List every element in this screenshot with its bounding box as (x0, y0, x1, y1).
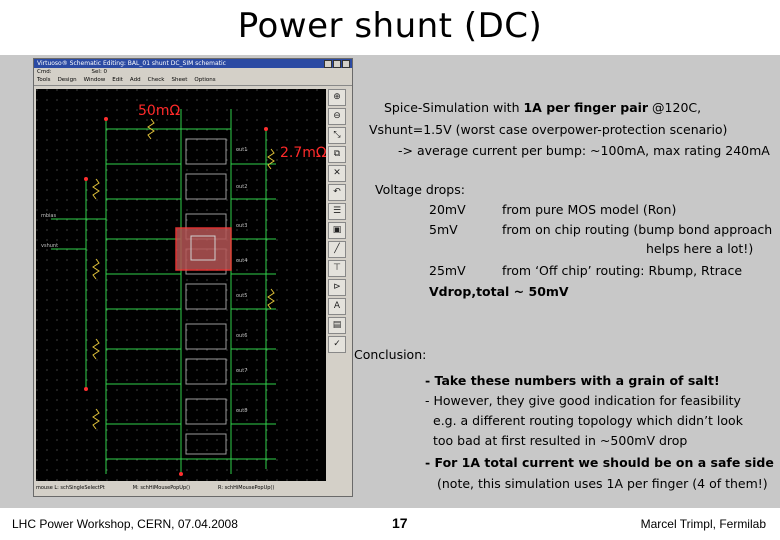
minimize-icon[interactable] (324, 60, 332, 68)
spice-line-1: Spice-Simulation with 1A per finger pair @120C, (384, 100, 702, 115)
footer-author: Marcel Trimpl, Fermilab (640, 517, 766, 531)
svg-text:out8: out8 (236, 408, 248, 414)
copy-icon[interactable]: ⧉ (328, 146, 346, 163)
vdrop-total: Vdrop,total ~ 50mV (429, 284, 569, 299)
annotation-50mohm: 50mΩ (138, 103, 181, 119)
delete-icon[interactable]: ✕ (328, 165, 346, 182)
conclusion-1: - Take these numbers with a grain of salt! (425, 373, 720, 388)
sel-label: Sel: 0 (91, 69, 108, 75)
footer (0, 508, 780, 540)
property-icon[interactable]: ☰ (328, 203, 346, 220)
spice-line-3: -> average current per bump: ~100mA, max rating 240mA (398, 143, 770, 158)
title-bar (0, 0, 780, 55)
page-number: 17 (392, 515, 408, 531)
svg-text:out4: out4 (236, 258, 248, 264)
zoom-in-icon[interactable]: ⊕ (328, 89, 346, 106)
drop-value-3: 25mV (429, 263, 466, 278)
drop-desc-2: from on chip routing (bump bond approach (502, 222, 773, 237)
menu-add[interactable]: Add (129, 77, 141, 83)
conclusion-4: too bad at first resulted in ~500mV drop (433, 433, 688, 448)
drop-desc-3: from ‘Off chip’ routing: Rbump, Rtrace (502, 263, 743, 278)
conclusion-2: - However, they give good indication for feasibility (425, 393, 741, 408)
menu-edit[interactable]: Edit (112, 77, 123, 83)
menu-sheet[interactable]: Sheet (171, 77, 188, 83)
conclusion-6: (note, this simulation uses 1A per finger (4 of them!) (437, 476, 768, 491)
close-icon[interactable] (342, 60, 350, 68)
editor-toolbar (328, 89, 348, 389)
svg-text:out7: out7 (236, 368, 248, 374)
menu-bar (34, 76, 352, 86)
drop-desc-1: from pure MOS model (Ron) (502, 202, 677, 217)
conclusion-3: e.g. a different routing topology which didn’t look (433, 413, 743, 428)
spice-line-2: Vshunt=1.5V (worst case overpower-protection scenario) (369, 122, 728, 137)
menu-check[interactable]: Check (147, 77, 165, 83)
conclusion-5: - For 1A total current we should be on a safe side (425, 455, 774, 470)
svg-text:vshunt: vshunt (41, 243, 59, 249)
annotation-2-7mohm: 2.7mΩ (280, 145, 327, 161)
drop-value-1: 20mV (429, 202, 466, 217)
pin-icon[interactable]: ⊳ (328, 279, 346, 296)
status-bar (36, 482, 348, 494)
svg-text:out3: out3 (236, 223, 248, 229)
zoom-out-icon[interactable]: ⊖ (328, 108, 346, 125)
drop-value-2: 5mV (429, 222, 458, 237)
window-title: Virtuoso® Schematic Editing: BAL_01 shunt DC_SIM schematic (37, 60, 226, 67)
drop-desc-2-cont: helps here a lot!) (646, 241, 754, 256)
menu-window[interactable]: Window (83, 77, 106, 83)
svg-text:out1: out1 (236, 147, 248, 153)
stretch-icon[interactable]: ⤡ (328, 127, 346, 144)
footer-event: LHC Power Workshop, CERN, 07.04.2008 (12, 517, 238, 531)
instance-icon[interactable]: ▣ (328, 222, 346, 239)
undo-icon[interactable]: ↶ (328, 184, 346, 201)
status-left: mouse L: schSingleSelectPt (36, 485, 105, 491)
status-middle: M: schHiMousePopUp() (132, 485, 191, 491)
voltage-drops-label: Voltage drops: (375, 182, 465, 197)
status-right: R: schHiMousePopUp() (218, 485, 275, 491)
svg-text:out2: out2 (236, 184, 248, 190)
wire-name-icon[interactable]: ⊤ (328, 260, 346, 277)
window-titlebar[interactable] (34, 59, 352, 68)
check-icon[interactable]: ✓ (328, 336, 346, 353)
svg-text:out6: out6 (236, 333, 248, 339)
maximize-icon[interactable] (333, 60, 341, 68)
save-icon[interactable]: ▤ (328, 317, 346, 334)
svg-text:mbias: mbias (41, 213, 57, 219)
conclusion-label: Conclusion: (354, 347, 427, 362)
wire-icon[interactable]: ╱ (328, 241, 346, 258)
schematic-window (33, 58, 353, 497)
window-controls (324, 60, 350, 68)
label-icon[interactable]: A (328, 298, 346, 315)
slide-title: Power shunt (DC) (237, 6, 543, 46)
window-info-bar (34, 68, 352, 76)
svg-text:out5: out5 (236, 293, 248, 299)
menu-tools[interactable]: Tools (37, 77, 51, 83)
menu-design[interactable]: Design (57, 77, 77, 83)
cmd-label: Cmd: (37, 69, 52, 75)
menu-options[interactable]: Options (194, 77, 216, 83)
